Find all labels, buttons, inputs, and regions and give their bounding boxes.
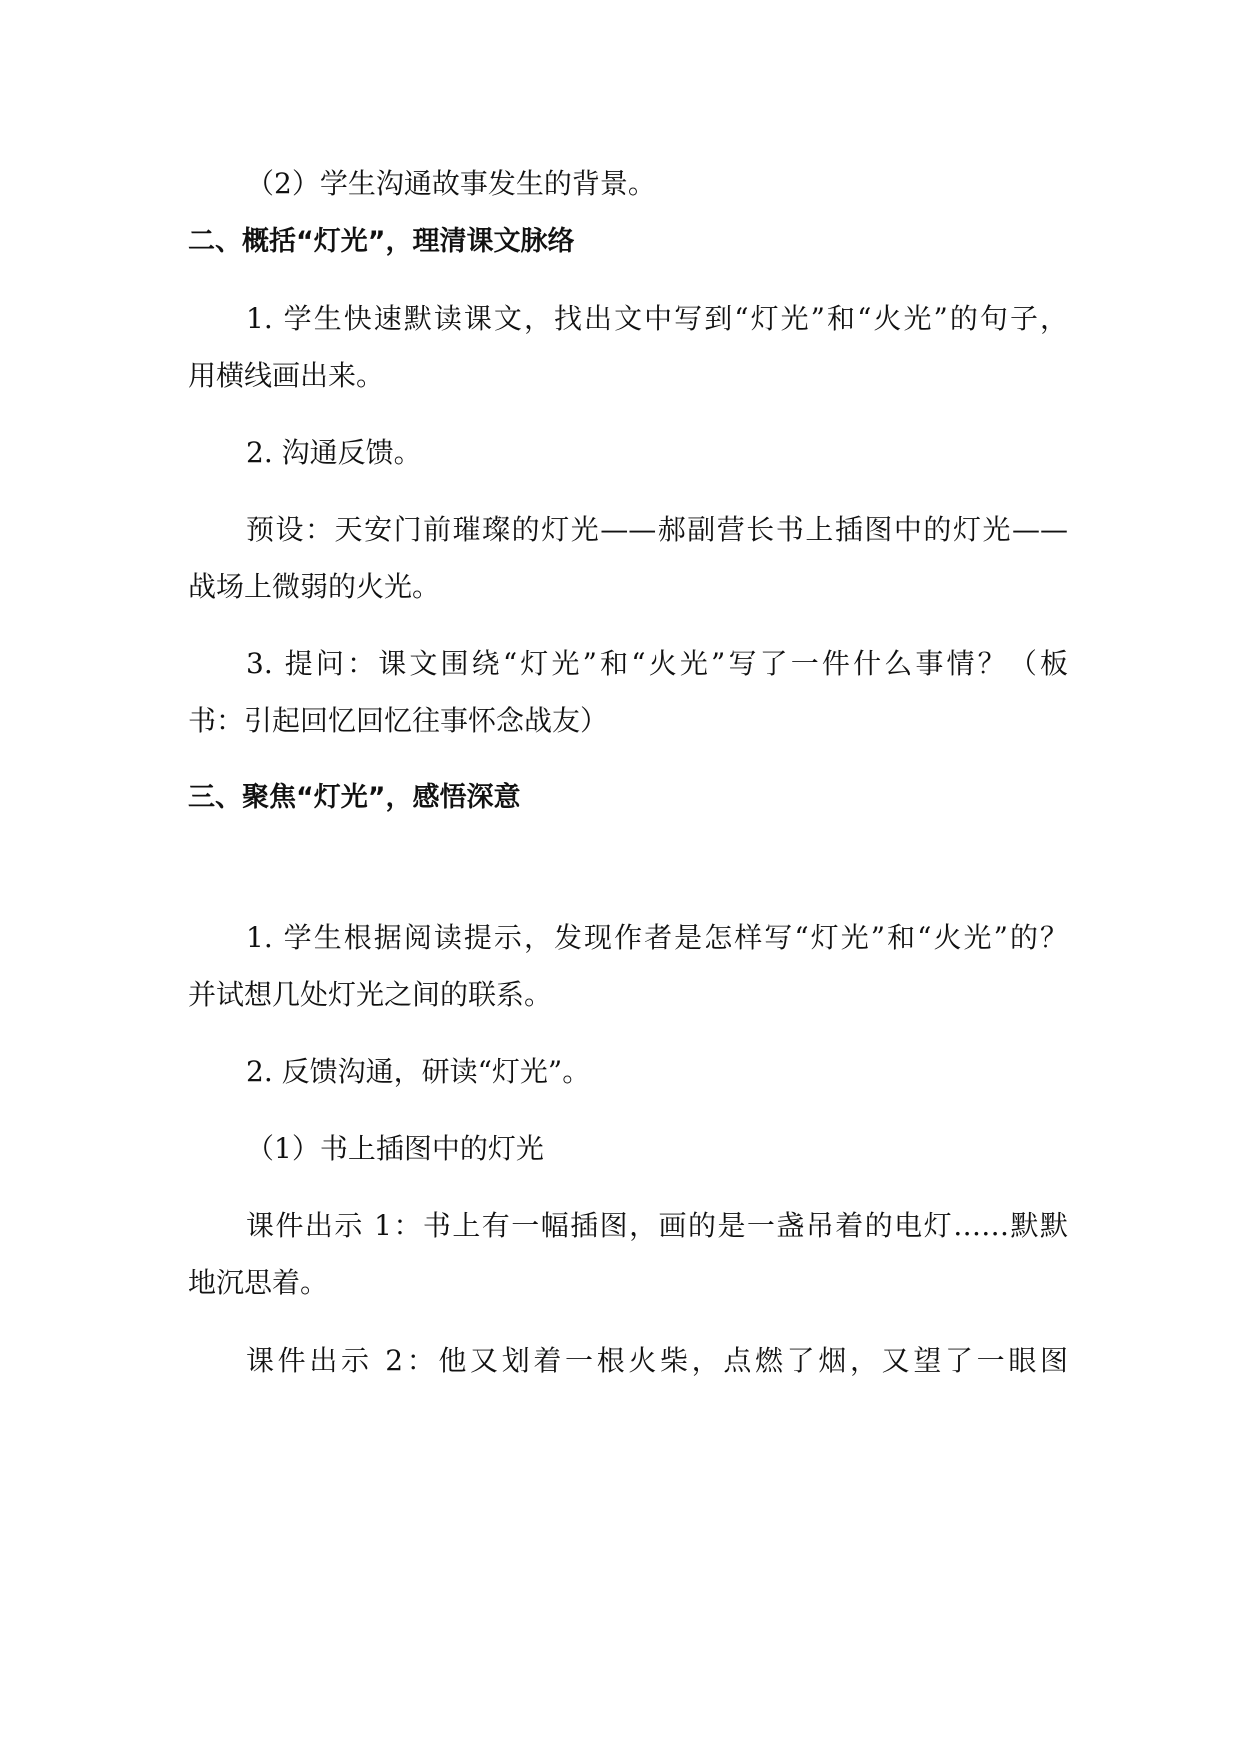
paragraph-line: 1. 学生快速默读课文，找出文中写到“灯光”和“火光”的句子， <box>246 302 1068 335</box>
section-heading: 三、聚焦“灯光”，感悟深意 <box>188 782 521 813</box>
paragraph-line: 课件出示 2：他又划着一根火柴，点燃了烟，又望了一眼图 <box>246 1344 1068 1377</box>
paragraph-line: 1. 学生根据阅读提示，发现作者是怎样写“灯光”和“火光”的？ <box>246 921 1068 954</box>
paragraph-line: 3. 提问：课文围绕“灯光”和“火光”写了一件什么事情？（板 <box>246 647 1068 680</box>
paragraph-line: 地沉思着。 <box>188 1266 329 1299</box>
paragraph-line: 用横线画出来。 <box>188 359 385 392</box>
section-heading: 二、概括“灯光”，理清课文脉络 <box>188 226 575 257</box>
paragraph-line: 课件出示 1：书上有一幅插图，画的是一盏吊着的电灯……默默 <box>246 1209 1068 1242</box>
paragraph-line: 2. 反馈沟通，研读“灯光”。 <box>246 1055 591 1088</box>
paragraph-line: 预设：天安门前璀璨的灯光——郝副营长书上插图中的灯光—— <box>246 513 1068 546</box>
paragraph-line: 书：引起回忆回忆往事怀念战友） <box>188 704 609 737</box>
paragraph-line: （1）书上插图中的灯光 <box>246 1132 544 1165</box>
paragraph-line: （2）学生沟通故事发生的背景。 <box>246 167 656 200</box>
paragraph-line: 并试想几处灯光之间的联系。 <box>188 978 553 1011</box>
paragraph-line: 战场上微弱的火光。 <box>188 570 441 603</box>
paragraph-line: 2. 沟通反馈。 <box>246 436 422 469</box>
